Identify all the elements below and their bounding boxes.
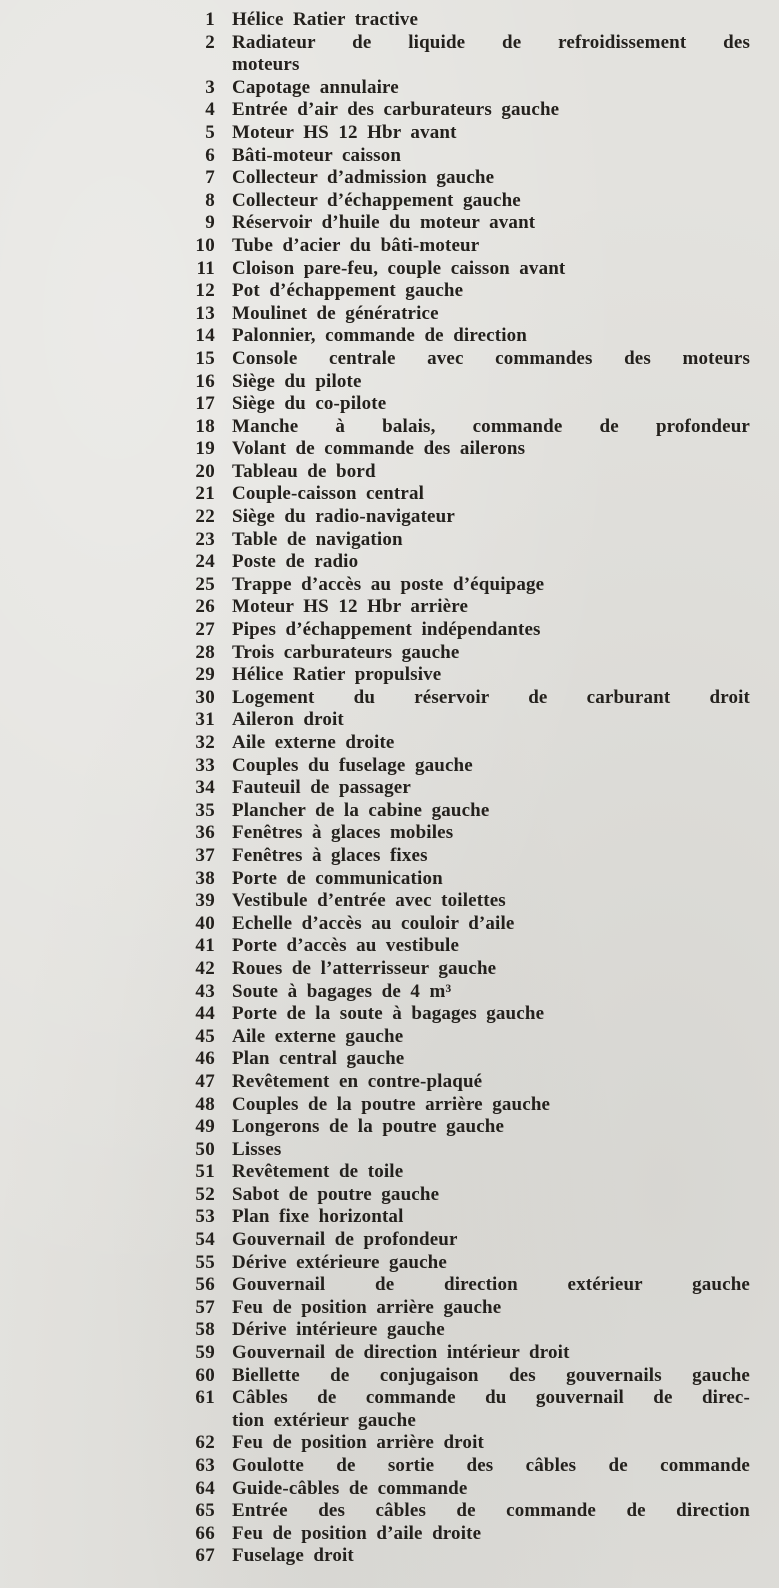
item-text xyxy=(232,845,750,868)
list-item xyxy=(0,981,750,1004)
item-number: 7 xyxy=(205,167,215,189)
item-text xyxy=(232,868,750,891)
list-item xyxy=(0,438,750,461)
item-number: 60 xyxy=(195,1364,215,1386)
list-item xyxy=(0,1455,750,1478)
item-text-line: Moteur HS 12 Hbr arrière xyxy=(232,596,469,618)
item-number: 47 xyxy=(195,1070,215,1092)
item-text-line: tion extérieur gauche xyxy=(232,1409,416,1431)
item-text-line: Longerons de la poutre gauche xyxy=(232,1116,505,1138)
item-text-line: Feu de position arrière droit xyxy=(232,1432,484,1454)
list-item xyxy=(0,800,750,823)
item-number: 30 xyxy=(195,686,215,708)
item-text xyxy=(232,1094,750,1117)
item-text xyxy=(232,99,750,122)
list-item xyxy=(0,190,750,213)
item-text xyxy=(232,1319,750,1342)
item-text xyxy=(232,506,750,529)
item-number: 66 xyxy=(195,1522,215,1544)
item-text-line: Trois carburateurs gauche xyxy=(232,641,460,663)
item-text xyxy=(232,709,750,732)
item-text xyxy=(232,664,750,687)
item-text xyxy=(232,1342,750,1365)
item-number: 57 xyxy=(195,1296,215,1318)
item-number: 19 xyxy=(195,438,215,460)
item-text-line: Réservoir d’huile du moteur avant xyxy=(232,212,536,234)
item-text-line: Siège du co-pilote xyxy=(232,393,387,415)
item-text xyxy=(232,416,750,439)
item-text xyxy=(232,258,750,281)
item-text-line: Couple-caisson central xyxy=(232,483,425,505)
list-item xyxy=(0,1026,750,1049)
list-item xyxy=(0,1161,750,1184)
item-text xyxy=(232,303,750,326)
item-text xyxy=(232,1523,750,1546)
item-number: 1 xyxy=(205,9,215,30)
list-item xyxy=(0,913,750,936)
item-text xyxy=(232,1478,750,1501)
list-item xyxy=(0,393,750,416)
list-item xyxy=(0,1139,750,1162)
list-item xyxy=(0,1206,750,1229)
item-text xyxy=(232,438,750,461)
item-text-line: Moteur HS 12 Hbr avant xyxy=(232,121,457,143)
list-item xyxy=(0,483,750,506)
item-number: 24 xyxy=(195,551,215,573)
item-text-line: Fauteuil de passager xyxy=(232,777,411,799)
item-text-line: Gouvernail de direction extérieur gauche xyxy=(232,1274,750,1296)
item-text-line: Aile externe gauche xyxy=(232,1025,404,1047)
item-text-line: Tableau de bord xyxy=(232,460,376,482)
item-text-line: Biellette de conjugaison des gouvernails gauche xyxy=(232,1364,750,1386)
list-item xyxy=(0,32,750,77)
item-text-line: Fuselage droit xyxy=(232,1545,354,1567)
item-text xyxy=(232,212,750,235)
item-number: 2 xyxy=(205,31,215,53)
item-text-line: Entrée d’air des carburateurs gauche xyxy=(232,99,560,121)
item-text xyxy=(232,529,750,552)
item-text-line: Couples du fuselage gauche xyxy=(232,754,473,776)
legend-list xyxy=(0,9,750,1568)
item-number: 38 xyxy=(195,867,215,889)
item-text xyxy=(232,958,750,981)
item-text xyxy=(232,1071,750,1094)
list-item xyxy=(0,99,750,122)
list-item xyxy=(0,303,750,326)
item-text-line: Hélice Ratier propulsive xyxy=(232,664,442,686)
list-item xyxy=(0,506,750,529)
item-text xyxy=(232,777,750,800)
list-item xyxy=(0,9,750,32)
item-number: 6 xyxy=(205,144,215,166)
item-number: 11 xyxy=(196,257,215,279)
item-text-line: Siège du radio-navigateur xyxy=(232,506,455,528)
item-number: 44 xyxy=(195,1003,215,1025)
item-text-line: Cloison pare-feu, couple caisson avant xyxy=(232,257,566,279)
item-text-line: moteurs xyxy=(232,54,300,76)
item-text xyxy=(232,1252,750,1275)
item-text xyxy=(232,1274,750,1297)
item-number: 64 xyxy=(195,1477,215,1499)
item-text-line: Feu de position arrière gauche xyxy=(232,1296,502,1318)
item-number: 52 xyxy=(195,1183,215,1205)
item-text xyxy=(232,800,750,823)
item-number: 13 xyxy=(195,302,215,324)
list-item xyxy=(0,596,750,619)
item-text xyxy=(232,935,750,958)
item-text-line: Trappe d’accès au poste d’équipage xyxy=(232,573,545,595)
item-text-line: Goulotte de sortie des câbles de commande xyxy=(232,1455,750,1476)
list-item xyxy=(0,1523,750,1546)
item-text-line: Radiateur de liquide de refroidissement des xyxy=(232,31,750,53)
item-text xyxy=(232,913,750,936)
list-item xyxy=(0,687,750,710)
item-text xyxy=(232,574,750,597)
item-text xyxy=(232,1206,750,1229)
item-number: 42 xyxy=(195,957,215,979)
item-text-line: Porte d’accès au vestibule xyxy=(232,935,460,957)
list-item xyxy=(0,1319,750,1342)
list-item xyxy=(0,845,750,868)
list-item xyxy=(0,664,750,687)
item-text-line: Pot d’échappement gauche xyxy=(232,280,464,302)
item-number: 9 xyxy=(205,212,215,234)
item-text-line: Revêtement de toile xyxy=(232,1161,404,1183)
item-number: 56 xyxy=(195,1274,215,1296)
item-number: 16 xyxy=(195,370,215,392)
item-number: 22 xyxy=(195,506,215,528)
item-number: 20 xyxy=(195,460,215,482)
item-text-line: Porte de communication xyxy=(232,867,443,889)
list-item xyxy=(0,619,750,642)
item-text xyxy=(232,371,750,394)
item-number: 53 xyxy=(195,1206,215,1228)
item-text xyxy=(232,1003,750,1026)
item-number: 45 xyxy=(195,1025,215,1047)
item-number: 54 xyxy=(195,1229,215,1251)
list-item xyxy=(0,145,750,168)
item-text xyxy=(232,280,750,303)
list-item xyxy=(0,1184,750,1207)
item-text-line: Hélice Ratier tractive xyxy=(232,9,419,30)
item-text-line: Collecteur d’admission gauche xyxy=(232,167,495,189)
item-number: 39 xyxy=(195,890,215,912)
item-number: 29 xyxy=(195,664,215,686)
list-item xyxy=(0,958,750,981)
item-text-line: Echelle d’accès au couloir d’aile xyxy=(232,912,515,934)
item-text xyxy=(232,483,750,506)
item-number: 67 xyxy=(195,1545,215,1567)
item-number: 62 xyxy=(195,1432,215,1454)
list-item xyxy=(0,258,750,281)
list-item xyxy=(0,890,750,913)
item-text xyxy=(232,822,750,845)
item-text xyxy=(232,1500,750,1523)
item-text xyxy=(232,1545,750,1568)
item-text-line: Plan fixe horizontal xyxy=(232,1206,404,1228)
item-number: 46 xyxy=(195,1048,215,1070)
list-item xyxy=(0,1365,750,1388)
item-text-line: Couples de la poutre arrière gauche xyxy=(232,1093,551,1115)
item-text xyxy=(232,890,750,913)
item-number: 43 xyxy=(195,980,215,1002)
item-number: 33 xyxy=(195,754,215,776)
item-text-line: Fenêtres à glaces mobiles xyxy=(232,822,454,844)
item-text xyxy=(232,1432,750,1455)
list-item xyxy=(0,325,750,348)
item-number: 55 xyxy=(195,1251,215,1273)
item-text-line: Soute à bagages de 4 m³ xyxy=(232,980,452,1002)
list-item xyxy=(0,732,750,755)
item-number: 31 xyxy=(195,709,215,731)
item-text-line: Dérive extérieure gauche xyxy=(232,1251,447,1273)
list-item xyxy=(0,822,750,845)
item-text xyxy=(232,551,750,574)
item-text xyxy=(232,755,750,778)
item-text-line: Table de navigation xyxy=(232,528,403,550)
item-number: 49 xyxy=(195,1116,215,1138)
item-text-line: Gouvernail de profondeur xyxy=(232,1229,458,1251)
list-item xyxy=(0,1342,750,1365)
item-number: 34 xyxy=(195,777,215,799)
item-text-line: Plancher de la cabine gauche xyxy=(232,799,490,821)
item-text xyxy=(232,1229,750,1252)
item-text xyxy=(232,325,750,348)
list-item xyxy=(0,1116,750,1139)
item-text-line: Feu de position d’aile droite xyxy=(232,1522,482,1544)
item-number: 4 xyxy=(205,99,215,121)
item-number: 27 xyxy=(195,619,215,641)
item-number: 37 xyxy=(195,844,215,866)
list-item xyxy=(0,1545,750,1568)
item-text xyxy=(232,981,750,1004)
item-number: 8 xyxy=(205,189,215,211)
item-text-line: Capotage annulaire xyxy=(232,76,399,98)
item-text xyxy=(232,190,750,213)
list-item xyxy=(0,1297,750,1320)
item-text-line: Poste de radio xyxy=(232,551,359,573)
item-number: 14 xyxy=(195,325,215,347)
item-text-line: Fenêtres à glaces fixes xyxy=(232,844,428,866)
item-text-line: Gouvernail de direction intérieur droit xyxy=(232,1342,570,1364)
list-item xyxy=(0,77,750,100)
list-item xyxy=(0,1094,750,1117)
item-text-line: Sabot de poutre gauche xyxy=(232,1183,440,1205)
item-text xyxy=(232,1365,750,1388)
list-item xyxy=(0,371,750,394)
item-number: 23 xyxy=(195,528,215,550)
item-text-line: Collecteur d’échappement gauche xyxy=(232,189,521,211)
item-number: 59 xyxy=(195,1342,215,1364)
list-item xyxy=(0,1478,750,1501)
item-text-line: Pipes d’échappement indépendantes xyxy=(232,619,541,641)
item-number: 25 xyxy=(195,573,215,595)
item-text xyxy=(232,145,750,168)
list-item xyxy=(0,212,750,235)
item-text xyxy=(232,32,750,77)
item-text-line: Bâti-moteur caisson xyxy=(232,144,402,166)
list-item xyxy=(0,1387,750,1432)
item-text xyxy=(232,9,750,32)
item-number: 18 xyxy=(195,415,215,437)
item-number: 51 xyxy=(195,1161,215,1183)
list-item xyxy=(0,235,750,258)
item-text xyxy=(232,642,750,665)
item-text-line: Siège du pilote xyxy=(232,370,362,392)
item-text xyxy=(232,1161,750,1184)
item-text xyxy=(232,1139,750,1162)
item-text-line: Porte de la soute à bagages gauche xyxy=(232,1003,545,1025)
list-item xyxy=(0,167,750,190)
list-item xyxy=(0,755,750,778)
item-text-line: Dérive intérieure gauche xyxy=(232,1319,445,1341)
item-number: 21 xyxy=(195,483,215,505)
list-item xyxy=(0,1048,750,1071)
item-text-line: Vestibule d’entrée avec toilettes xyxy=(232,890,506,912)
item-text xyxy=(232,732,750,755)
item-text xyxy=(232,1455,750,1478)
item-number: 48 xyxy=(195,1093,215,1115)
list-item xyxy=(0,1500,750,1523)
item-number: 15 xyxy=(195,347,215,369)
list-item xyxy=(0,1003,750,1026)
item-text-line: Entrée des câbles de commande de direction xyxy=(232,1500,750,1522)
item-text-line: Guide-câbles de commande xyxy=(232,1477,468,1499)
item-text xyxy=(232,122,750,145)
item-number: 58 xyxy=(195,1319,215,1341)
item-text-line: Lisses xyxy=(232,1138,282,1160)
item-text-line: Palonnier, commande de direction xyxy=(232,325,528,347)
list-item xyxy=(0,280,750,303)
item-number: 36 xyxy=(195,822,215,844)
list-item xyxy=(0,416,750,439)
item-text-line: Aile externe droite xyxy=(232,732,395,753)
list-item xyxy=(0,529,750,552)
list-item xyxy=(0,709,750,732)
item-number: 3 xyxy=(205,76,215,98)
list-item xyxy=(0,777,750,800)
item-text xyxy=(232,1297,750,1320)
item-number: 63 xyxy=(195,1455,215,1476)
item-number: 17 xyxy=(195,393,215,415)
list-item xyxy=(0,1432,750,1455)
item-text xyxy=(232,235,750,258)
list-item xyxy=(0,551,750,574)
item-text xyxy=(232,1184,750,1207)
item-text-line: Roues de l’atterrisseur gauche xyxy=(232,957,497,979)
item-number: 10 xyxy=(195,234,215,256)
item-text-line: Moulinet de génératrice xyxy=(232,302,439,324)
item-text xyxy=(232,348,750,371)
item-text-line: Câbles de commande du gouvernail de direc- xyxy=(232,1387,750,1409)
list-item xyxy=(0,868,750,891)
item-number: 65 xyxy=(195,1500,215,1522)
list-item xyxy=(0,461,750,484)
list-item xyxy=(0,642,750,665)
item-number: 40 xyxy=(195,912,215,934)
item-text xyxy=(232,167,750,190)
item-number: 50 xyxy=(195,1138,215,1160)
list-item xyxy=(0,122,750,145)
item-number: 41 xyxy=(195,935,215,957)
list-item xyxy=(0,1252,750,1275)
item-text xyxy=(232,1048,750,1071)
list-item xyxy=(0,1229,750,1252)
item-text-line: Aileron droit xyxy=(232,709,344,731)
item-text-line: Revêtement en contre-plaqué xyxy=(232,1070,483,1092)
item-text xyxy=(232,1026,750,1049)
item-text-line: Manche à balais, commande de profondeur xyxy=(232,415,750,437)
item-text xyxy=(232,461,750,484)
item-text xyxy=(232,393,750,416)
list-item xyxy=(0,574,750,597)
item-text xyxy=(232,687,750,710)
item-number: 28 xyxy=(195,641,215,663)
item-text-line: Plan central gauche xyxy=(232,1048,405,1070)
item-number: 35 xyxy=(195,799,215,821)
item-text-line: Volant de commande des ailerons xyxy=(232,438,526,460)
list-item xyxy=(0,1071,750,1094)
item-number: 12 xyxy=(195,280,215,302)
item-number: 32 xyxy=(195,732,215,753)
list-item xyxy=(0,1274,750,1297)
item-text xyxy=(232,619,750,642)
item-text-line: Console centrale avec commandes des moteurs xyxy=(232,347,750,369)
item-text xyxy=(232,77,750,100)
item-text xyxy=(232,1116,750,1139)
list-item xyxy=(0,935,750,958)
item-number: 26 xyxy=(195,596,215,618)
item-text xyxy=(232,596,750,619)
item-text-line: Logement du réservoir de carburant droit xyxy=(232,686,750,708)
item-text-line: Tube d’acier du bâti-moteur xyxy=(232,234,480,256)
item-number: 5 xyxy=(205,121,215,143)
list-item xyxy=(0,348,750,371)
item-number: 61 xyxy=(195,1387,215,1409)
item-text xyxy=(232,1387,750,1432)
